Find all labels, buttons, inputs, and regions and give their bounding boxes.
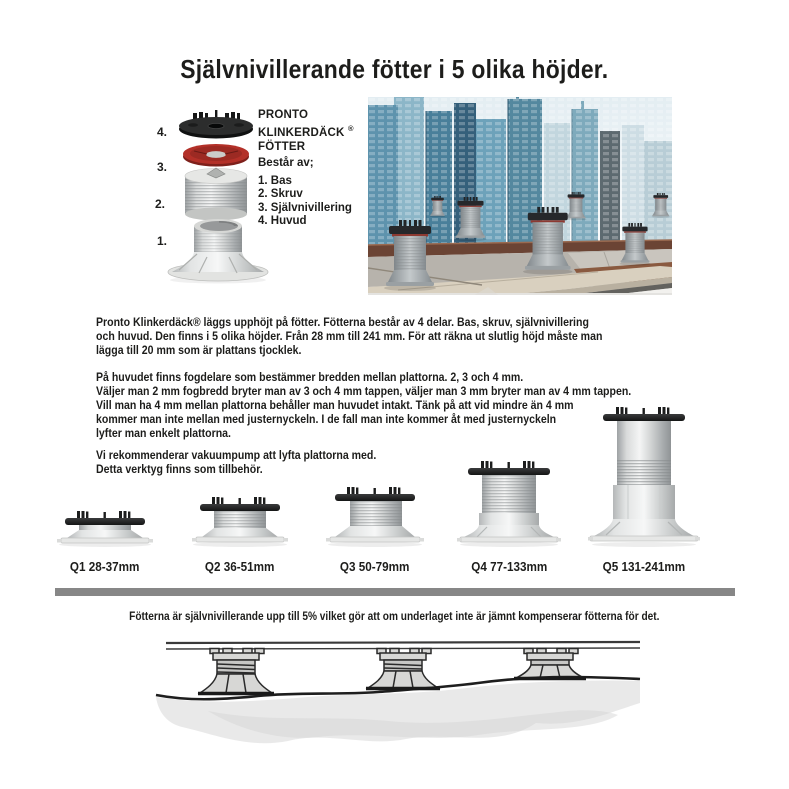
joints-line: På huvudet finns fogdelare som bestämmer bredden mellan plattorna. 2, 3 och 4 mm. — [96, 370, 524, 384]
product-label-q1: Q1 28-37mm — [70, 559, 140, 574]
joints-line: Väljer man 2 mm fogbredd bryter man av 3 och 4 mm tappen, väljer man 3 mm bryter man av 4 mm tappen. — [96, 384, 632, 398]
vacuum-line: Vi rekommenderar vakuumpump att lyfta plattorna med. — [96, 448, 377, 462]
brand-line-1: PRONTO — [258, 109, 309, 121]
intro-line: och huvud. Den finns i 5 olika höjder. Från 28 mm till 241 mm. För att räkna ut slutlig höjd måste man — [96, 329, 603, 343]
foot-q5-graphic — [588, 406, 700, 548]
part-item-bas: 1. Bas — [258, 174, 292, 187]
diagram-number-3: 3. — [157, 160, 168, 174]
brand-line-2: KLINKERDÄCK ® — [258, 124, 354, 139]
diagram-number-1: 1. — [157, 234, 168, 248]
product-foot-q2 — [175, 406, 305, 548]
divider-bar — [55, 588, 735, 596]
joints-line: Vill man ha 4 mm mellan plattorna behåller man huvudet intakt. Tänk på att vid mindre än 4 mm — [96, 398, 574, 412]
parts-heading: Består av; — [258, 157, 314, 169]
brand-line-3: FÖTTER — [258, 140, 306, 153]
product-foot-q3 — [310, 406, 440, 548]
intro-line: lägga till 20 mm som är plattans tjocklek. — [96, 343, 302, 357]
intro-line: Pronto Klinkerdäck® läggs upphöjt på fötter. Fötterna består av 4 delar. Bas, skruv, självnivillering — [96, 315, 589, 329]
uneven-ground-illustration — [148, 631, 648, 759]
foot-q2-graphic — [190, 496, 290, 548]
product-label-q5: Q5 131-241mm — [602, 559, 686, 574]
foot-q1-graphic — [57, 510, 153, 548]
product-foot-q5 — [579, 406, 709, 548]
joints-line: kommer man inte mellan med justernyckeln. I de fall man inte kommer åt med justernyckeln — [96, 412, 557, 426]
brand-block — [258, 108, 354, 154]
rooftop-terrace-photo — [368, 97, 672, 295]
foot-q4-graphic — [457, 460, 561, 548]
foot-q3-graphic — [325, 486, 425, 548]
product-foot-q4 — [444, 406, 574, 548]
diagram-number-4: 4. — [157, 125, 168, 139]
intro-paragraph — [96, 315, 671, 357]
joints-line: lyfter man enkelt plattorna. — [96, 426, 231, 440]
part-item-huvud: 4. Huvud — [258, 215, 307, 227]
self-leveling-note: Fötterna är självnivillerande upp till 5% vilket gör att om underlaget inte är jämnt kompenserar fötterna för det. — [129, 611, 660, 623]
product-label-q4: Q4 77-133mm — [470, 559, 548, 574]
page-title: Självnivillerande fötter i 5 olika höjder. — [180, 54, 609, 84]
part-item-skruv: 2. Skruv — [258, 188, 303, 200]
part-item-sjalvnivillering: 3. Självnivillering — [258, 201, 352, 214]
vacuum-line: Detta verktyg finns som tillbehör. — [96, 462, 263, 476]
product-foot-q1 — [40, 406, 170, 548]
registered-mark: ® — [347, 124, 354, 133]
product-label-q2: Q2 36-51mm — [205, 559, 275, 574]
diagram-number-2: 2. — [155, 197, 166, 211]
parts-list — [258, 157, 352, 229]
product-label-q3: Q3 50-79mm — [340, 559, 410, 574]
